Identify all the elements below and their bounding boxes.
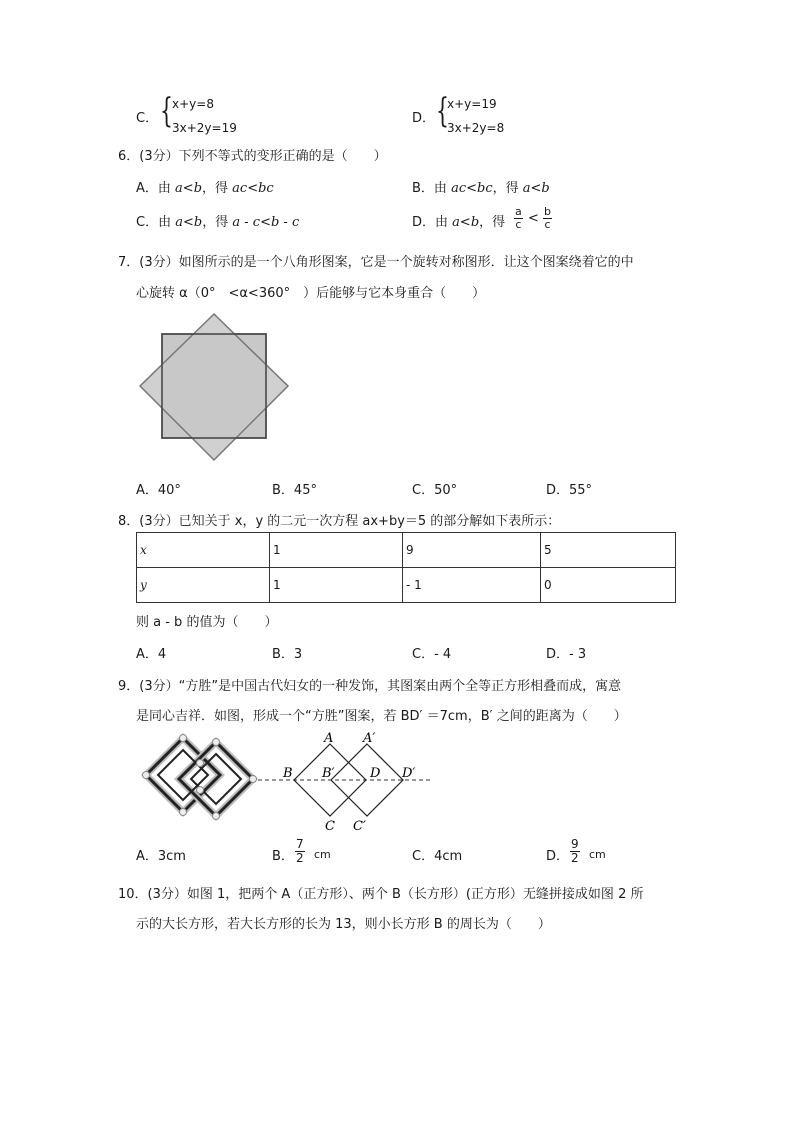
q9-option-a: A．3cm [136, 849, 186, 864]
table-cell: 5 [541, 533, 676, 568]
table-cell: 9 [403, 533, 541, 568]
q9-stem-line1: 9．(3分）“方胜”是中国古代妇女的一种发饰，其图案由两个全等正方形相叠而成，寓意 [118, 679, 622, 694]
q5-option-d-eq1: x+y=19 [447, 97, 497, 111]
table-cell: - 1 [403, 568, 541, 603]
table-row [137, 568, 676, 603]
q6-option-a: A．由 a<b，得 ac<bc [136, 181, 274, 196]
q7-octagram-figure [138, 312, 290, 464]
q6-option-d-fraction-b-over-c: $\frac{b}{c}$ [544, 205, 551, 231]
q9-option-c: C．4cm [412, 849, 463, 864]
q10-stem-line2: 示的大长方形，若大长方形的长为 13，则小长方形 B 的周长为（ ） [136, 917, 551, 932]
q9-option-b-unit: cm [314, 848, 331, 861]
q6-option-d-fraction-a-over-c: $\frac{a}{c}$ [515, 205, 522, 231]
q9-label-c-prime: C′ [353, 819, 366, 834]
q8-option-c: C．- 4 [412, 647, 452, 662]
q8-question: 则 a - b 的值为（ ） [136, 615, 278, 630]
q9-label-b: B [283, 766, 293, 781]
q9-option-b-fraction: $\frac{7}{2}$ [296, 837, 304, 865]
table-row [137, 533, 676, 568]
q7-option-c: C．50° [412, 483, 458, 498]
q5-option-c-brace: { [160, 91, 173, 131]
q7-option-b: B．45° [272, 483, 317, 498]
q9-option-b-label: B． [272, 849, 294, 864]
q6-option-c: C．由 a<b，得 a - c<b - c [136, 215, 300, 230]
q10-stem-line1: 10．(3分）如图 1，把两个 A（正方形）、两个 B（长方形）(正方形）无缝拼接成如图 2 所 [118, 887, 644, 902]
q8-option-a: A．4 [136, 647, 167, 662]
table-cell: 1 [270, 568, 403, 603]
q9-label-a: A [324, 731, 334, 746]
q5-option-d-brace: { [436, 91, 449, 131]
q9-label-b-prime: B′ [322, 766, 335, 781]
q9-label-a-prime: A′ [363, 731, 376, 746]
q8-solution-table [136, 532, 676, 603]
q9-option-d-label: D． [546, 849, 570, 864]
q6-option-d-less-than: < [528, 211, 539, 226]
q6-option-d: D．由 a<b，得 [412, 215, 506, 230]
q8-option-d: D．- 3 [546, 647, 587, 662]
table-cell: 0 [541, 568, 676, 603]
q5-option-d-label: D． [412, 111, 436, 126]
q7-stem-line2: 心旋转 α（0° <α<360° ）后能够与它本身重合（ ） [136, 286, 486, 301]
q9-label-d: D [370, 766, 381, 781]
q9-fangsheng-ornament [146, 738, 253, 816]
q6-option-b: B．由 ac<bc，得 a<b [412, 181, 550, 196]
table-cell: y [137, 568, 270, 603]
q5-option-c-label: C． [136, 111, 159, 126]
q9-label-d-prime: D′ [402, 766, 416, 781]
q7-option-d: D．55° [546, 483, 593, 498]
q7-stem-line1: 7．(3分）如图所示的是一个八角形图案，它是一个旋转对称图形．让这个图案绕着它的中 [118, 255, 634, 270]
q9-option-d-fraction: $\frac{9}{2}$ [571, 837, 579, 865]
table-cell: x [137, 533, 270, 568]
q8-stem: 8．(3分）已知关于 x，y 的二元一次方程 ax+by＝5 的部分解如下表所示： [118, 514, 561, 529]
q7-option-a: A．40° [136, 483, 181, 498]
q6-stem: 6．(3分）下列不等式的变形正确的是（ ） [118, 149, 387, 164]
q9-stem-line2: 是同心吉祥．如图，形成一个“方胜”图案，若 BD′ ＝7cm，B′ 之间的距离为（ ） [136, 709, 627, 724]
q9-option-d-unit: cm [589, 848, 606, 861]
q5-option-c-eq1: x+y=8 [172, 97, 214, 111]
q8-option-b: B．3 [272, 647, 303, 662]
q9-fangsheng-figure [138, 730, 438, 836]
q5-option-c-eq2: 3x+2y=19 [172, 121, 237, 135]
q9-label-c: C [325, 819, 335, 834]
table-cell: 1 [270, 533, 403, 568]
q5-option-d-eq2: 3x+2y=8 [447, 121, 505, 135]
